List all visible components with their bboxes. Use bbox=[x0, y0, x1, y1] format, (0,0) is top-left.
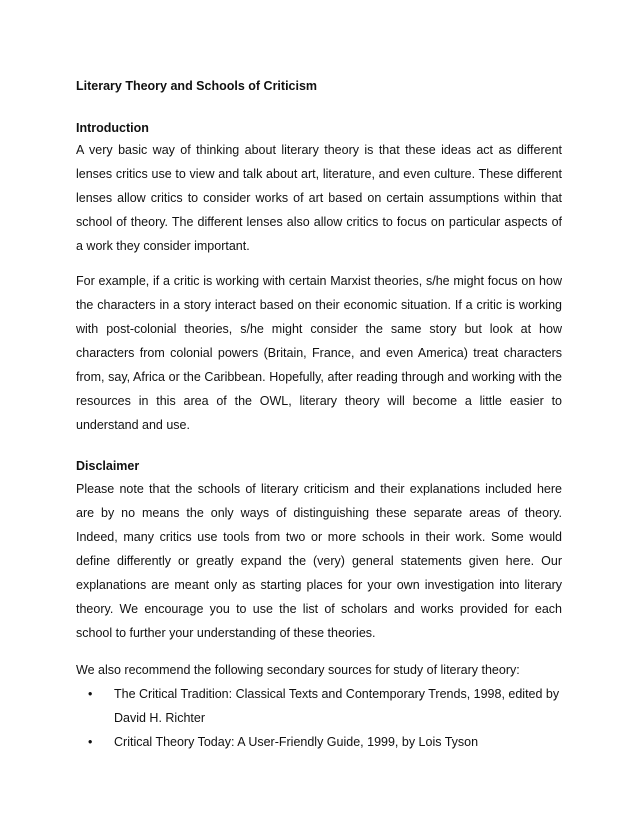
list-item-text: The Critical Tradition: Classical Texts and Contemporary Trends, 1998, edited by David H. Richter bbox=[114, 687, 560, 725]
list-item-text: Critical Theory Today: A User-Friendly Guide, 1999, by Lois Tyson bbox=[114, 735, 479, 749]
disclaimer-heading: Disclaimer bbox=[76, 459, 140, 473]
bullet-icon: • bbox=[88, 735, 93, 749]
introduction-paragraph-2: For example, if a critic is working with certain Marxist theories, s/he might focus on how the characters in a story interact based on their economic situation. If a critic is working with post-colonial theories, s/he might consider the same story but look at how characters from colonial powers (Britain, France, and even America) treat characters from, say, Africa or the Caribbean. Hopefully, after reading through and working with the resources in this area of the OWL, literary theory will become a little easier to understand and use. bbox=[76, 274, 562, 432]
disclaimer-paragraph-2: We also recommend the following secondary sources for study of literary theory: bbox=[76, 663, 520, 677]
introduction-paragraph-1: A very basic way of thinking about literary theory is that these ideas act as different lenses critics use to view and talk about art, literature, and even culture. These different lenses allow critics to consider works of art based on certain assumptions within that school of theory. The different lenses also allow critics to focus on particular aspects of a work they consider important. bbox=[76, 143, 562, 253]
introduction-heading: Introduction bbox=[76, 121, 149, 135]
list-item bbox=[76, 682, 562, 730]
disclaimer-paragraph-1: Please note that the schools of literary criticism and their explanations included here are by no means the only ways of distinguishing these separate areas of theory. Indeed, many critics use tools from two or more schools in their work. Some would define differently or greatly expand the (very) general statements given here. Our explanations are meant only as starting places for your own investigation into literary theory. We encourage you to use the list of scholars and works provided for each school to further your understanding of these theories. bbox=[76, 482, 562, 640]
list-item bbox=[76, 730, 562, 754]
document-title: Literary Theory and Schools of Criticism bbox=[76, 79, 318, 93]
bullet-icon: • bbox=[88, 687, 93, 701]
secondary-sources-list bbox=[76, 682, 562, 754]
